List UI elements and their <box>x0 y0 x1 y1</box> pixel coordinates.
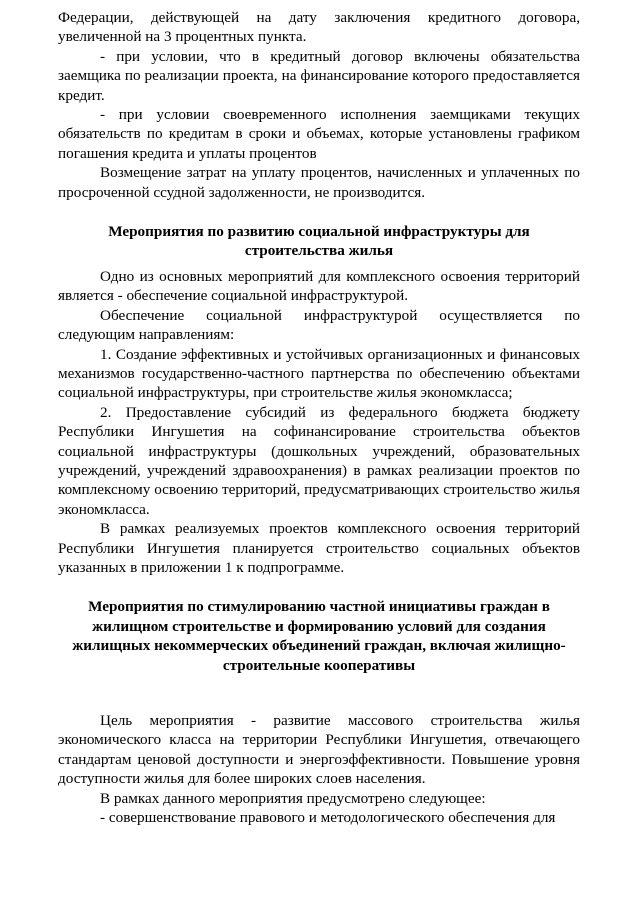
paragraph-goal: Цель мероприятия - развитие массового строительства жилья экономического класса на территории Республики Ингушетия, отвечающего стандартам ценовой доступности и энергоэффективности. Повышение уровня доступности жилья для более широких слоев населения. <box>58 712 580 788</box>
paragraph-main-measures: Одно из основных мероприятий для комплексного освоения территорий является - обеспечение социальной инфраструктурой. <box>58 267 580 305</box>
section-heading-social-infrastructure: Мероприятия по развитию социальной инфраструктуры для строительства жилья <box>108 223 530 260</box>
paragraph-no-reimbursement: Возмещение затрат на уплату процентов, начисленных и уплаченных по просроченной ссудной задолженности, не производится. <box>58 164 580 201</box>
list-item-2: 2. Предоставление субсидий из федерального бюджета бюджету Республики Ингушетия на софинансирование строительства объектов социальной инфраструктуры (дошкольных учреждений, образовательных учреждений, учреждений здравоохранения) в рамках реализации проектов по комплексному освоению территорий, предусматривающих строительство жилья экономкласса. <box>58 403 580 518</box>
paragraph-credit-rate: Федерации, действующей на дату заключения кредитного договора, увеличенной на 3 процентных пункта. <box>58 9 580 46</box>
document-page <box>58 8 580 827</box>
paragraph-improvement: - совершенствование правового и методологического обеспечения для <box>100 809 556 827</box>
paragraph-condition-obligations: - при условии, что в кредитный договор включены обязательства заемщика по реализации проекта, на финансирование которого предоставляется кредит. <box>58 47 580 104</box>
paragraph-directions: Обеспечение социальной инфраструктурой осуществляется по следующим направлениям: <box>58 306 580 344</box>
list-item-1: 1. Создание эффективных и устойчивых организационных и финансовых механизмов государственно-частного партнерства по обеспечению объектами социальной инфраструктуры, при строительстве жилья экономкласса; <box>58 345 580 402</box>
paragraph-provisions: В рамках данного мероприятия предусмотрено следующее: <box>100 789 486 807</box>
paragraph-planned-construction: В рамках реализуемых проектов комплексного освоения территорий Республики Ингушетия планируется строительство социальных объектов указанных в приложении 1 к подпрограмме. <box>58 520 580 576</box>
paragraph-condition-timely-execution: - при условии своевременного исполнения заемщиками текущих обязательств по кредитам в сроки и объемах, которые установлены графиком погашения кредита и уплаты процентов <box>58 106 580 162</box>
section-heading-private-initiative: Мероприятия по стимулированию частной инициативы граждан в жилищном строительстве и формированию условий для создания жилищных некоммерческих объединений граждан, включая жилищно-строительные кооперативы <box>72 598 566 674</box>
